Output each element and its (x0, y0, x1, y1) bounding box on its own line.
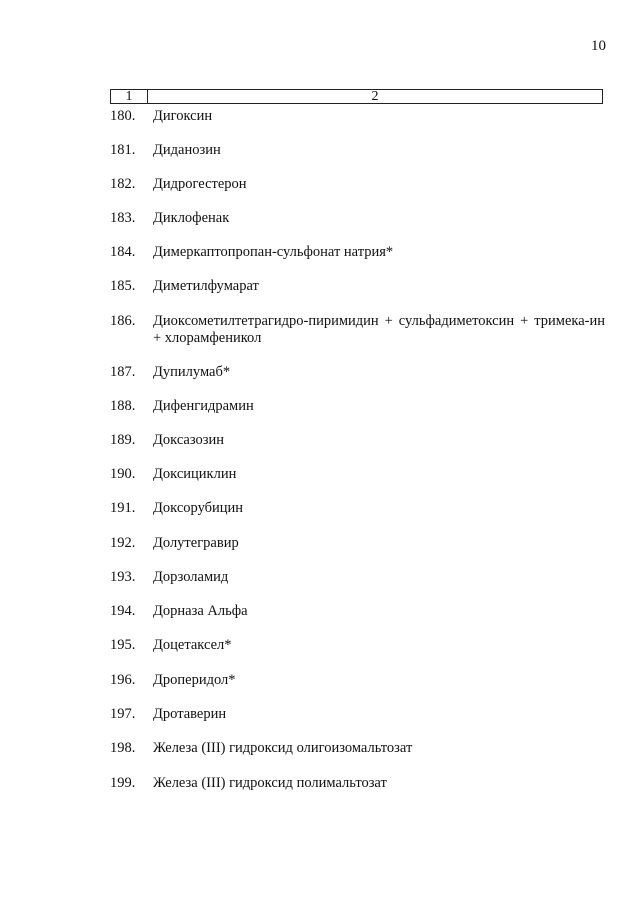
item-number: 186. (110, 313, 136, 329)
item-number: 184. (110, 244, 136, 260)
item-name: Диметилфумарат (153, 278, 259, 294)
item-name: Доксорубицин (153, 500, 244, 516)
list-item (110, 142, 605, 159)
list-item (110, 278, 605, 295)
list-item (110, 466, 605, 483)
list-item (110, 535, 605, 552)
item-number: 193. (110, 569, 136, 585)
item-name: Дорзоламид (153, 569, 229, 585)
item-number: 188. (110, 398, 136, 414)
item-number: 190. (110, 466, 136, 482)
item-number: 195. (110, 637, 136, 653)
item-name: Доцетаксел* (153, 637, 232, 653)
item-number: 197. (110, 706, 136, 722)
item-name: Доксазозин (153, 432, 225, 448)
table-header-col-1: 1 (111, 90, 148, 103)
item-name: Димеркаптопропан-сульфонат натрия* (153, 244, 394, 260)
item-name: Дупилумаб* (153, 364, 231, 380)
list-item (110, 740, 605, 757)
item-number: 196. (110, 672, 136, 688)
item-name: Дроперидол* (153, 672, 236, 688)
item-name: Диданозин (153, 142, 221, 158)
list-item (110, 637, 605, 654)
item-name: Диоксометилтетрагидро-пиримидин + сульфадиметоксин + тримека-ин + хлорамфеникол (153, 313, 605, 346)
list-item (110, 108, 605, 125)
item-number: 180. (110, 108, 136, 124)
item-name: Железа (III) гидроксид полимальтозат (153, 775, 387, 791)
item-name: Долутегравир (153, 535, 239, 551)
item-number: 181. (110, 142, 136, 158)
item-number: 199. (110, 775, 136, 791)
list-item (110, 500, 605, 517)
item-name: Дорназа Альфа (153, 603, 248, 619)
list-item (110, 244, 605, 261)
item-number: 183. (110, 210, 136, 226)
page-number: 10 (591, 38, 606, 54)
list-item (110, 398, 605, 415)
item-name: Дигоксин (153, 108, 213, 124)
item-number: 198. (110, 740, 136, 756)
table-header-col-2: 2 (371, 89, 379, 104)
item-name: Дротаверин (153, 706, 227, 722)
item-number: 189. (110, 432, 136, 448)
item-number: 185. (110, 278, 136, 294)
list-item (110, 313, 605, 347)
table-header (110, 89, 603, 104)
item-number: 192. (110, 535, 136, 551)
list-item (110, 569, 605, 586)
item-number: 187. (110, 364, 136, 380)
list-item (110, 176, 605, 193)
list-item (110, 706, 605, 723)
item-name: Диклофенак (153, 210, 230, 226)
list-item (110, 672, 605, 689)
item-name: Доксициклин (153, 466, 237, 482)
item-name: Железа (III) гидроксид олигоизомальтозат (153, 740, 413, 756)
list-item (110, 432, 605, 449)
list-item (110, 775, 605, 792)
item-number: 182. (110, 176, 136, 192)
item-number: 194. (110, 603, 136, 619)
item-name: Дидрогестерон (153, 176, 247, 192)
item-name: Дифенгидрамин (153, 398, 254, 414)
list-item (110, 603, 605, 620)
list-item (110, 210, 605, 227)
item-number: 191. (110, 500, 136, 516)
list-item (110, 364, 605, 381)
